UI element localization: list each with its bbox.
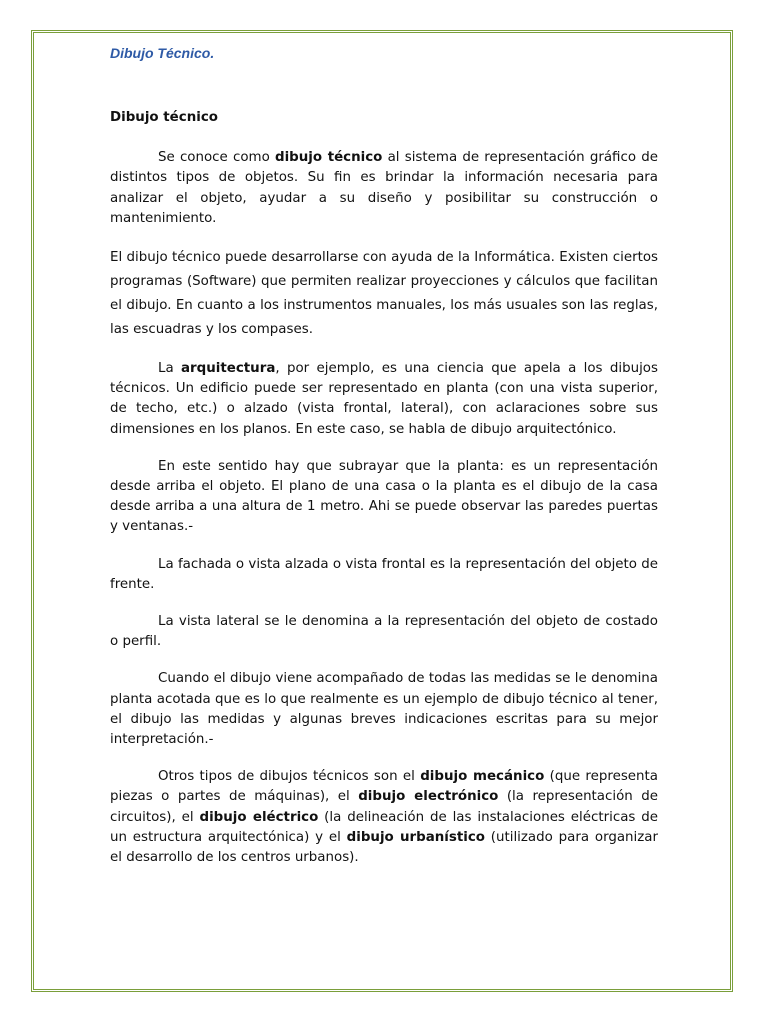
bold-term: dibujo técnico xyxy=(275,150,383,166)
paragraph xyxy=(110,148,658,229)
text-segment: En este sentido hay que subrayar que la planta: es un representación desde arriba el objeto. El plano de una casa o la planta es el dibujo de la casa desde arriba a una altura de 1 metro. Ahi se puede observar las paredes puertas y ventanas.- xyxy=(110,458,658,535)
paragraph xyxy=(110,767,658,868)
text-segment: (que representa piezas o partes de máquinas), el xyxy=(110,769,658,805)
text-segment: La vista lateral se le denomina a la representación del objeto de costado o perfil. xyxy=(110,614,658,650)
document-heading: Dibujo técnico xyxy=(110,110,218,125)
bold-term: dibujo eléctrico xyxy=(199,809,319,825)
text-segment: al sistema de representación gráfico de distintos tipos de objetos. Su fin es brindar la información necesaria para analizar el objeto, ayudar a su diseño y posibilitar su construcción o mantenimiento. xyxy=(110,150,658,226)
text-segment: (la representación de circuitos), el xyxy=(110,789,658,825)
text-segment: Cuando el dibujo viene acompañado de todas las medidas se le denomina planta acotada que es lo que realmente es un ejemplo de dibujo técnico al tener, el dibujo las medidas y algunas breves indicaciones escritas para su mejor interpretación.- xyxy=(110,671,658,748)
text-segment: (utilizado para organizar el desarrollo de los centros urbanos). xyxy=(110,829,658,866)
bold-term: arquitectura xyxy=(181,361,276,377)
paragraph xyxy=(110,612,658,652)
bold-term: dibujo urbanístico xyxy=(346,829,485,845)
document-body xyxy=(110,108,658,885)
text-segment: Otros tipos de dibujos técnicos son el xyxy=(158,769,421,785)
text-segment: , por ejemplo, es una ciencia que apela a los dibujos técnicos. Un edificio puede ser representado en planta (con una vista superior, de techo, etc.) o alzado (vista frontal, lateral), con aclaraciones sobre sus dimensiones en los planos. En este caso, se habla de dibujo arquitectónico. xyxy=(110,361,658,437)
text-segment: (la delineación de las instalaciones eléctricas de un estructura arquitectónica) y el xyxy=(110,809,658,845)
paragraph xyxy=(110,669,658,750)
bold-term: dibujo mecánico xyxy=(420,769,545,785)
text-segment: La fachada o vista alzada o vista frontal es la representación del objeto de frente. xyxy=(110,556,658,592)
text-segment: El dibujo técnico puede desarrollarse con ayuda de la Informática. Existen ciertos programas (Software) que permiten realizar proyecciones y cálculos que facilitan el dibujo. En cuanto a los instrumentos manuales, los más usuales son las reglas, las escuadras y los compases. xyxy=(110,250,658,338)
paragraph xyxy=(110,359,658,440)
paragraph xyxy=(110,457,658,538)
text-segment: Se conoce como xyxy=(158,150,275,166)
paragraph xyxy=(110,555,658,595)
paragraph xyxy=(110,246,658,342)
header-title: Dibujo Técnico. xyxy=(110,45,215,61)
paragraph-list xyxy=(110,148,658,868)
text-segment: La xyxy=(158,361,182,377)
bold-term: dibujo electrónico xyxy=(358,789,499,805)
